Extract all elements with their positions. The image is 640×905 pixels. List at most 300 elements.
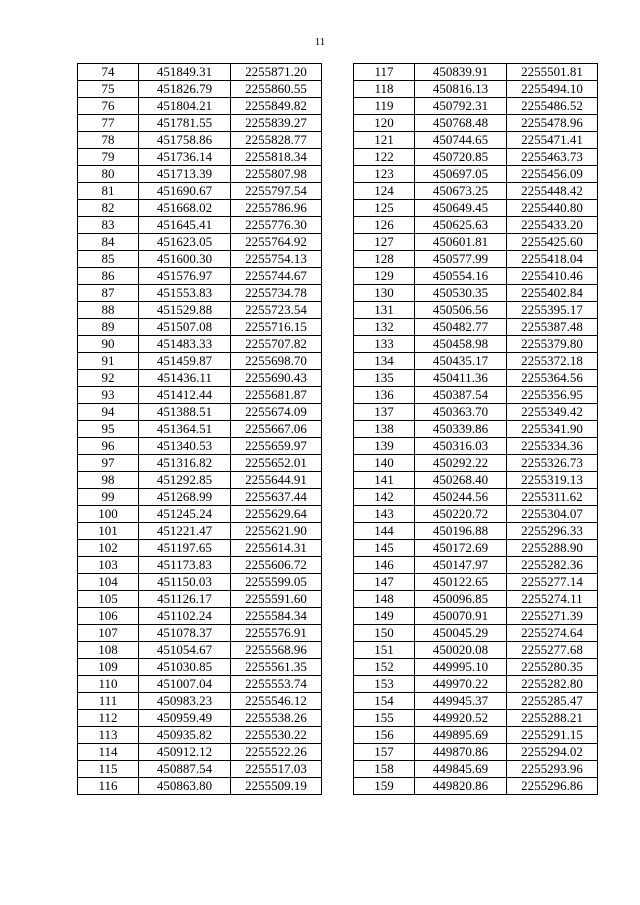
table-row [78,268,322,285]
table-row [78,642,322,659]
y-coordinate-cell: 2255280.35 [507,659,598,676]
table-row [354,540,598,557]
table-row [354,676,598,693]
table-row [354,336,598,353]
y-coordinate-cell: 2255448.42 [507,183,598,200]
x-coordinate-cell: 449920.52 [415,710,507,727]
y-coordinate-cell: 2255517.03 [231,761,322,778]
y-coordinate-cell: 2255282.80 [507,676,598,693]
point-number-cell: 127 [354,234,415,251]
x-coordinate-cell: 450292.22 [415,455,507,472]
table-row [78,523,322,540]
point-number-cell: 129 [354,268,415,285]
x-coordinate-cell: 450482.77 [415,319,507,336]
y-coordinate-cell: 2255629.64 [231,506,322,523]
y-coordinate-cell: 2255463.73 [507,149,598,166]
y-coordinate-cell: 2255698.70 [231,353,322,370]
y-coordinate-cell: 2255723.54 [231,302,322,319]
table-row [354,234,598,251]
table-row [354,574,598,591]
y-coordinate-cell: 2255291.15 [507,727,598,744]
point-number-cell: 99 [78,489,139,506]
x-coordinate-cell: 450601.81 [415,234,507,251]
point-number-cell: 105 [78,591,139,608]
point-number-cell: 151 [354,642,415,659]
x-coordinate-cell: 451668.02 [139,200,231,217]
point-number-cell: 124 [354,183,415,200]
y-coordinate-cell: 2255379.80 [507,336,598,353]
x-coordinate-cell: 451102.24 [139,608,231,625]
table-row [78,608,322,625]
y-coordinate-cell: 2255326.73 [507,455,598,472]
table-row [354,387,598,404]
coordinate-table-left [77,63,322,795]
point-number-cell: 131 [354,302,415,319]
y-coordinate-cell: 2255288.21 [507,710,598,727]
x-coordinate-cell: 451459.87 [139,353,231,370]
y-coordinate-cell: 2255282.36 [507,557,598,574]
point-number-cell: 119 [354,98,415,115]
y-coordinate-cell: 2255395.17 [507,302,598,319]
y-coordinate-cell: 2255509.19 [231,778,322,795]
table-row [78,319,322,336]
table-row [78,761,322,778]
table-row [354,421,598,438]
table-row [354,404,598,421]
x-coordinate-cell: 449870.86 [415,744,507,761]
y-coordinate-cell: 2255839.27 [231,115,322,132]
table-row [78,370,322,387]
point-number-cell: 148 [354,591,415,608]
point-number-cell: 77 [78,115,139,132]
y-coordinate-cell: 2255546.12 [231,693,322,710]
table-row [78,336,322,353]
table-row [354,302,598,319]
point-number-cell: 74 [78,64,139,81]
x-coordinate-cell: 450697.05 [415,166,507,183]
point-number-cell: 146 [354,557,415,574]
point-number-cell: 156 [354,727,415,744]
point-number-cell: 116 [78,778,139,795]
x-coordinate-cell: 450316.03 [415,438,507,455]
y-coordinate-cell: 2255764.92 [231,234,322,251]
point-number-cell: 152 [354,659,415,676]
point-number-cell: 123 [354,166,415,183]
x-coordinate-cell: 451804.21 [139,98,231,115]
y-coordinate-cell: 2255860.55 [231,81,322,98]
point-number-cell: 147 [354,574,415,591]
point-number-cell: 142 [354,489,415,506]
x-coordinate-cell: 450720.85 [415,149,507,166]
x-coordinate-cell: 449945.37 [415,693,507,710]
y-coordinate-cell: 2255501.81 [507,64,598,81]
x-coordinate-cell: 450530.35 [415,285,507,302]
y-coordinate-cell: 2255341.90 [507,421,598,438]
point-number-cell: 157 [354,744,415,761]
table-row [78,353,322,370]
y-coordinate-cell: 2255614.31 [231,540,322,557]
table-row [354,506,598,523]
table-row [354,693,598,710]
table-row [354,761,598,778]
table-row [354,319,598,336]
point-number-cell: 118 [354,81,415,98]
y-coordinate-cell: 2255776.30 [231,217,322,234]
table-row [78,421,322,438]
y-coordinate-cell: 2255828.77 [231,132,322,149]
point-number-cell: 126 [354,217,415,234]
x-coordinate-cell: 451736.14 [139,149,231,166]
table-row [354,727,598,744]
point-number-cell: 102 [78,540,139,557]
y-coordinate-cell: 2255576.91 [231,625,322,642]
table-row [354,64,598,81]
x-coordinate-cell: 450816.13 [415,81,507,98]
x-coordinate-cell: 451690.67 [139,183,231,200]
table-row [78,132,322,149]
table-row [354,115,598,132]
point-number-cell: 121 [354,132,415,149]
table-row [78,710,322,727]
x-coordinate-cell: 451340.53 [139,438,231,455]
x-coordinate-cell: 450744.65 [415,132,507,149]
point-number-cell: 101 [78,523,139,540]
table-row [354,149,598,166]
x-coordinate-cell: 450339.86 [415,421,507,438]
point-number-cell: 82 [78,200,139,217]
table-row [78,438,322,455]
point-number-cell: 120 [354,115,415,132]
x-coordinate-cell: 451054.67 [139,642,231,659]
x-coordinate-cell: 449845.69 [415,761,507,778]
point-number-cell: 76 [78,98,139,115]
y-coordinate-cell: 2255288.90 [507,540,598,557]
x-coordinate-cell: 449820.86 [415,778,507,795]
x-coordinate-cell: 449995.10 [415,659,507,676]
point-number-cell: 85 [78,251,139,268]
table-row [78,659,322,676]
table-row [354,608,598,625]
x-coordinate-cell: 450122.65 [415,574,507,591]
table-row [354,132,598,149]
x-coordinate-cell: 451292.85 [139,472,231,489]
table-row [354,353,598,370]
x-coordinate-cell: 451030.85 [139,659,231,676]
point-number-cell: 125 [354,200,415,217]
table-row [78,81,322,98]
y-coordinate-cell: 2255274.11 [507,591,598,608]
y-coordinate-cell: 2255681.87 [231,387,322,404]
y-coordinate-cell: 2255433.20 [507,217,598,234]
table-row [78,506,322,523]
x-coordinate-cell: 450935.82 [139,727,231,744]
table-row [78,387,322,404]
x-coordinate-cell: 451268.99 [139,489,231,506]
point-number-cell: 86 [78,268,139,285]
table-row [78,251,322,268]
point-number-cell: 96 [78,438,139,455]
table-row [78,540,322,557]
point-number-cell: 111 [78,693,139,710]
x-coordinate-cell: 451600.30 [139,251,231,268]
point-number-cell: 108 [78,642,139,659]
x-coordinate-cell: 450220.72 [415,506,507,523]
point-number-cell: 103 [78,557,139,574]
x-coordinate-cell: 450244.56 [415,489,507,506]
table-row [354,183,598,200]
point-number-cell: 122 [354,149,415,166]
y-coordinate-cell: 2255372.18 [507,353,598,370]
point-number-cell: 159 [354,778,415,795]
y-coordinate-cell: 2255599.05 [231,574,322,591]
point-number-cell: 91 [78,353,139,370]
y-coordinate-cell: 2255734.78 [231,285,322,302]
point-number-cell: 137 [354,404,415,421]
point-number-cell: 154 [354,693,415,710]
y-coordinate-cell: 2255296.86 [507,778,598,795]
point-number-cell: 80 [78,166,139,183]
point-number-cell: 94 [78,404,139,421]
table-row [78,727,322,744]
y-coordinate-cell: 2255674.09 [231,404,322,421]
point-number-cell: 135 [354,370,415,387]
point-number-cell: 145 [354,540,415,557]
y-coordinate-cell: 2255716.15 [231,319,322,336]
table-row [354,370,598,387]
point-number-cell: 136 [354,387,415,404]
y-coordinate-cell: 2255277.68 [507,642,598,659]
x-coordinate-cell: 451078.37 [139,625,231,642]
table-row [354,591,598,608]
table-row [354,625,598,642]
y-coordinate-cell: 2255271.39 [507,608,598,625]
point-number-cell: 106 [78,608,139,625]
point-number-cell: 98 [78,472,139,489]
point-number-cell: 114 [78,744,139,761]
table-row [78,557,322,574]
point-number-cell: 113 [78,727,139,744]
x-coordinate-cell: 451126.17 [139,591,231,608]
x-coordinate-cell: 450983.23 [139,693,231,710]
table-row [78,455,322,472]
point-number-cell: 128 [354,251,415,268]
x-coordinate-cell: 451173.83 [139,557,231,574]
y-coordinate-cell: 2255311.62 [507,489,598,506]
table-row [78,676,322,693]
table-row [354,217,598,234]
x-coordinate-cell: 450863.80 [139,778,231,795]
y-coordinate-cell: 2255293.96 [507,761,598,778]
point-number-cell: 134 [354,353,415,370]
x-coordinate-cell: 451781.55 [139,115,231,132]
point-number-cell: 88 [78,302,139,319]
table-row [354,489,598,506]
coordinate-table-right [353,63,598,795]
x-coordinate-cell: 451507.08 [139,319,231,336]
table-row [354,268,598,285]
point-number-cell: 143 [354,506,415,523]
y-coordinate-cell: 2255849.82 [231,98,322,115]
x-coordinate-cell: 450839.91 [415,64,507,81]
table-row [354,98,598,115]
point-number-cell: 83 [78,217,139,234]
table-row [78,625,322,642]
x-coordinate-cell: 450506.56 [415,302,507,319]
y-coordinate-cell: 2255707.82 [231,336,322,353]
table-row [354,251,598,268]
x-coordinate-cell: 451826.79 [139,81,231,98]
y-coordinate-cell: 2255494.10 [507,81,598,98]
y-coordinate-cell: 2255744.67 [231,268,322,285]
x-coordinate-cell: 451007.04 [139,676,231,693]
point-number-cell: 87 [78,285,139,302]
x-coordinate-cell: 450959.49 [139,710,231,727]
y-coordinate-cell: 2255754.13 [231,251,322,268]
x-coordinate-cell: 451758.86 [139,132,231,149]
x-coordinate-cell: 451436.11 [139,370,231,387]
table-row [78,472,322,489]
table-row [78,489,322,506]
y-coordinate-cell: 2255478.96 [507,115,598,132]
y-coordinate-cell: 2255584.34 [231,608,322,625]
point-number-cell: 112 [78,710,139,727]
x-coordinate-cell: 450020.08 [415,642,507,659]
x-coordinate-cell: 451623.05 [139,234,231,251]
x-coordinate-cell: 450673.25 [415,183,507,200]
page-number: 11 [314,36,326,48]
y-coordinate-cell: 2255807.98 [231,166,322,183]
table-row [78,285,322,302]
point-number-cell: 155 [354,710,415,727]
x-coordinate-cell: 451245.24 [139,506,231,523]
table-row [78,183,322,200]
table-row [78,744,322,761]
table-row [78,217,322,234]
x-coordinate-cell: 451388.51 [139,404,231,421]
x-coordinate-cell: 451364.51 [139,421,231,438]
x-coordinate-cell: 450912.12 [139,744,231,761]
x-coordinate-cell: 450096.85 [415,591,507,608]
y-coordinate-cell: 2255667.06 [231,421,322,438]
y-coordinate-cell: 2255440.80 [507,200,598,217]
table-row [78,302,322,319]
point-number-cell: 84 [78,234,139,251]
x-coordinate-cell: 450387.54 [415,387,507,404]
y-coordinate-cell: 2255659.97 [231,438,322,455]
point-number-cell: 92 [78,370,139,387]
x-coordinate-cell: 450147.97 [415,557,507,574]
y-coordinate-cell: 2255568.96 [231,642,322,659]
point-number-cell: 138 [354,421,415,438]
point-number-cell: 100 [78,506,139,523]
point-number-cell: 93 [78,387,139,404]
y-coordinate-cell: 2255786.96 [231,200,322,217]
y-coordinate-cell: 2255410.46 [507,268,598,285]
table-row [78,591,322,608]
y-coordinate-cell: 2255797.54 [231,183,322,200]
point-number-cell: 117 [354,64,415,81]
y-coordinate-cell: 2255418.04 [507,251,598,268]
x-coordinate-cell: 450435.17 [415,353,507,370]
x-coordinate-cell: 451553.83 [139,285,231,302]
x-coordinate-cell: 450070.91 [415,608,507,625]
x-coordinate-cell: 450172.69 [415,540,507,557]
y-coordinate-cell: 2255387.48 [507,319,598,336]
table-row [354,455,598,472]
y-coordinate-cell: 2255652.01 [231,455,322,472]
table-row [78,693,322,710]
x-coordinate-cell: 451221.47 [139,523,231,540]
y-coordinate-cell: 2255621.90 [231,523,322,540]
x-coordinate-cell: 451150.03 [139,574,231,591]
x-coordinate-cell: 451197.65 [139,540,231,557]
point-number-cell: 158 [354,761,415,778]
x-coordinate-cell: 450411.36 [415,370,507,387]
table-row [78,115,322,132]
y-coordinate-cell: 2255277.14 [507,574,598,591]
y-coordinate-cell: 2255818.34 [231,149,322,166]
point-number-cell: 130 [354,285,415,302]
point-number-cell: 139 [354,438,415,455]
table-row [78,778,322,795]
table-row [78,98,322,115]
point-number-cell: 95 [78,421,139,438]
y-coordinate-cell: 2255425.60 [507,234,598,251]
x-coordinate-cell: 450268.40 [415,472,507,489]
y-coordinate-cell: 2255486.52 [507,98,598,115]
point-number-cell: 81 [78,183,139,200]
table-row [354,778,598,795]
point-number-cell: 90 [78,336,139,353]
table-row [78,64,322,81]
x-coordinate-cell: 451412.44 [139,387,231,404]
point-number-cell: 107 [78,625,139,642]
y-coordinate-cell: 2255456.09 [507,166,598,183]
y-coordinate-cell: 2255334.36 [507,438,598,455]
table-row [78,234,322,251]
y-coordinate-cell: 2255319.13 [507,472,598,489]
table-row [354,642,598,659]
x-coordinate-cell: 449895.69 [415,727,507,744]
table-row [354,285,598,302]
x-coordinate-cell: 449970.22 [415,676,507,693]
x-coordinate-cell: 450768.48 [415,115,507,132]
point-number-cell: 150 [354,625,415,642]
x-coordinate-cell: 451645.41 [139,217,231,234]
point-number-cell: 141 [354,472,415,489]
y-coordinate-cell: 2255606.72 [231,557,322,574]
y-coordinate-cell: 2255591.60 [231,591,322,608]
point-number-cell: 133 [354,336,415,353]
table-row [78,574,322,591]
x-coordinate-cell: 450887.54 [139,761,231,778]
x-coordinate-cell: 450045.29 [415,625,507,642]
x-coordinate-cell: 451713.39 [139,166,231,183]
point-number-cell: 89 [78,319,139,336]
x-coordinate-cell: 451316.82 [139,455,231,472]
y-coordinate-cell: 2255296.33 [507,523,598,540]
table-row [354,523,598,540]
table-row [354,557,598,574]
table-row [354,166,598,183]
table-row [354,659,598,676]
x-coordinate-cell: 450458.98 [415,336,507,353]
point-number-cell: 109 [78,659,139,676]
y-coordinate-cell: 2255644.91 [231,472,322,489]
table-row [78,149,322,166]
point-number-cell: 79 [78,149,139,166]
point-number-cell: 149 [354,608,415,625]
